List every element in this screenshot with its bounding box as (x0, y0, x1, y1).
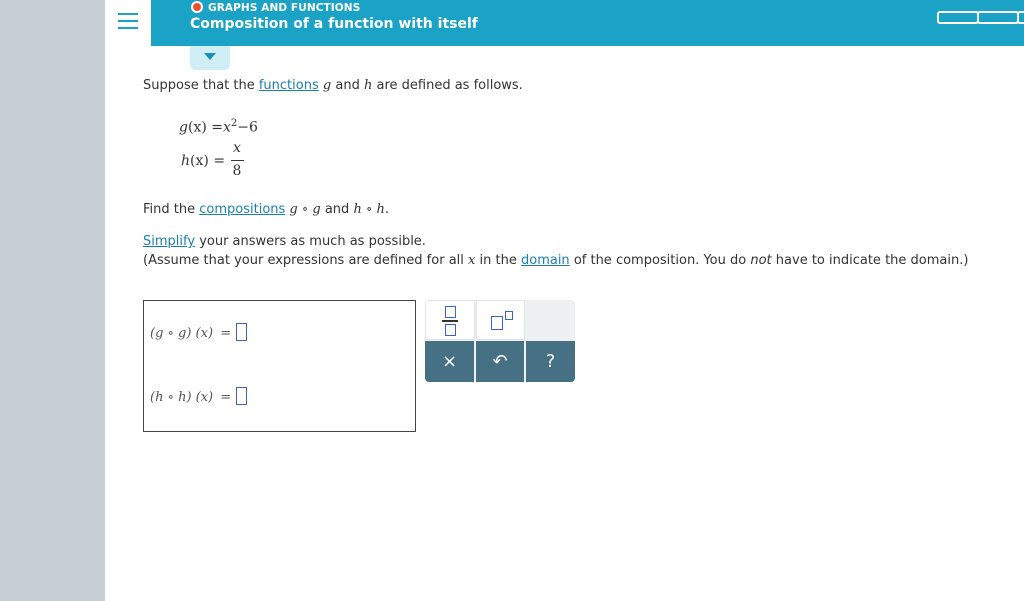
menu-button[interactable] (105, 0, 151, 46)
simplify-text: Simplify your answers as much as possible. (143, 234, 426, 249)
progress-segment (977, 11, 1019, 24)
page-title: Composition of a function with itself (190, 16, 478, 32)
fraction-numerator: x (233, 140, 241, 156)
answer-row-gog: (g ∘ g) (x) = (150, 323, 247, 341)
topic-label (191, 1, 360, 14)
progress-segment (1017, 11, 1024, 24)
help-button[interactable]: ? (526, 341, 575, 382)
collapse-button[interactable] (190, 46, 230, 70)
fraction-button[interactable] (425, 300, 475, 340)
answer-row-hoh: (h ∘ h) (x) = (150, 387, 247, 405)
answer-input-hoh[interactable] (236, 387, 247, 405)
fraction-denominator: 8 (232, 163, 242, 179)
compositions-link[interactable]: compositions (199, 202, 286, 217)
topic-status-icon (191, 1, 203, 13)
intro-text: Suppose that the functions g and h are defined as follows. (143, 78, 523, 93)
assume-text: (Assume that your expressions are defined for all x in the domain of the composition. You do not have to indicate the domain.) (143, 253, 969, 268)
domain-link[interactable]: domain (520, 253, 570, 268)
caret-down-icon (204, 53, 216, 60)
undo-button[interactable]: ↶ (476, 341, 524, 382)
clear-button[interactable]: × (425, 341, 474, 382)
functions-link[interactable]: functions (258, 78, 319, 93)
answer-box (143, 300, 416, 432)
math-toolbar (425, 300, 575, 382)
left-rail (0, 0, 105, 601)
simplify-link[interactable]: Simplify (143, 234, 196, 249)
find-text: Find the compositions g ∘ g and h ∘ h. (143, 202, 389, 217)
exponent-button[interactable] (476, 300, 525, 340)
fraction-bar (231, 160, 244, 161)
answer-input-gog[interactable] (236, 323, 247, 341)
topic-text: GRAPHS AND FUNCTIONS (208, 2, 361, 14)
progress-segment (937, 11, 979, 24)
g-definition: $g(x) =x^2-6$ (179, 118, 258, 136)
